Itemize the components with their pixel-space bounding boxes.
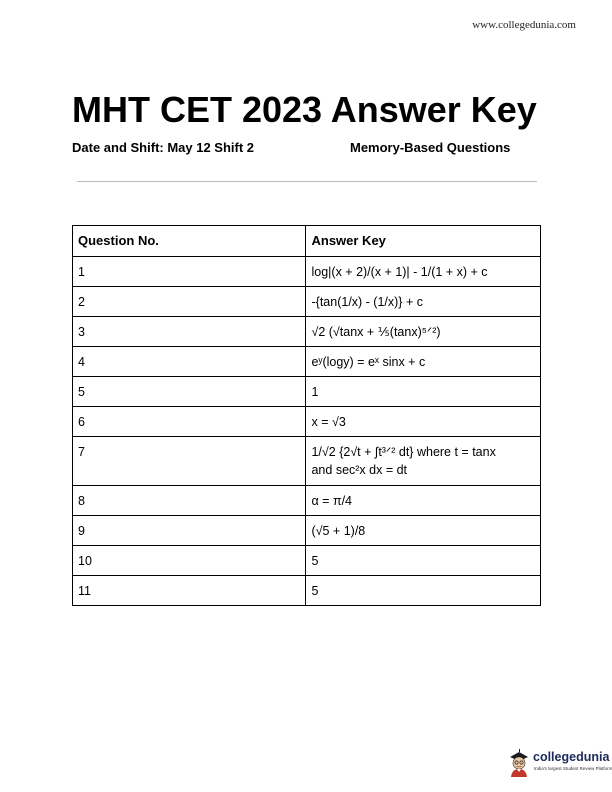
question-type-label: Memory-Based Questions bbox=[350, 140, 511, 155]
question-number: 11 bbox=[73, 576, 306, 606]
answer-cell: (√5 + 1)/8 bbox=[306, 516, 541, 546]
answer-cell: 5 bbox=[306, 546, 541, 576]
answer-cell: 1 bbox=[306, 377, 541, 407]
site-url[interactable]: www.collegedunia.com bbox=[472, 19, 576, 31]
question-number: 6 bbox=[73, 407, 306, 437]
answer-cell: α = π/4 bbox=[306, 486, 541, 516]
question-number: 1 bbox=[73, 257, 306, 287]
table-header-row bbox=[73, 226, 541, 257]
answer-key-table bbox=[72, 225, 541, 606]
question-number: 7 bbox=[73, 437, 306, 486]
answer-cell: -{tan(1/x) - (1/x)} + c bbox=[306, 287, 541, 317]
divider bbox=[77, 181, 537, 182]
table-row bbox=[73, 377, 541, 407]
answer-cell: 5 bbox=[306, 576, 541, 606]
question-number: 3 bbox=[73, 317, 306, 347]
question-number: 5 bbox=[73, 377, 306, 407]
page-title: MHT CET 2023 Answer Key bbox=[72, 89, 537, 130]
table-row bbox=[73, 287, 541, 317]
question-number: 10 bbox=[73, 546, 306, 576]
answer-cell: x = √3 bbox=[306, 407, 541, 437]
question-number: 4 bbox=[73, 347, 306, 377]
table-row bbox=[73, 407, 541, 437]
student-mascot-icon bbox=[506, 748, 532, 778]
table-row bbox=[73, 516, 541, 546]
table-row bbox=[73, 347, 541, 377]
answer-cell: log|(x + 2)/(x + 1)| - 1/(1 + x) + c bbox=[306, 257, 541, 287]
column-header-answer: Answer Key bbox=[306, 226, 541, 257]
date-shift-label: Date and Shift: May 12 Shift 2 bbox=[72, 140, 255, 155]
question-number: 9 bbox=[73, 516, 306, 546]
table-row bbox=[73, 437, 541, 486]
brand-tagline: India's largest Student Review Platform bbox=[534, 766, 612, 771]
answer-cell: 1/√2 {2√t + ∫t³ᐟ² dt} where t = tanx and sec²x dx = dt bbox=[306, 437, 541, 486]
brand-name: collegedunia bbox=[533, 750, 610, 764]
collegedunia-logo[interactable] bbox=[506, 748, 612, 784]
question-number: 8 bbox=[73, 486, 306, 516]
column-header-question: Question No. bbox=[73, 226, 306, 257]
table-row bbox=[73, 257, 541, 287]
question-number: 2 bbox=[73, 287, 306, 317]
table-row bbox=[73, 546, 541, 576]
table-row bbox=[73, 317, 541, 347]
answer-cell: √2 (√tanx + ⅕(tanx)⁵ᐟ²) bbox=[306, 317, 541, 347]
table-row bbox=[73, 576, 541, 606]
answer-cell: eʸ(logy) = eˣ sinx + c bbox=[306, 347, 541, 377]
table-row bbox=[73, 486, 541, 516]
